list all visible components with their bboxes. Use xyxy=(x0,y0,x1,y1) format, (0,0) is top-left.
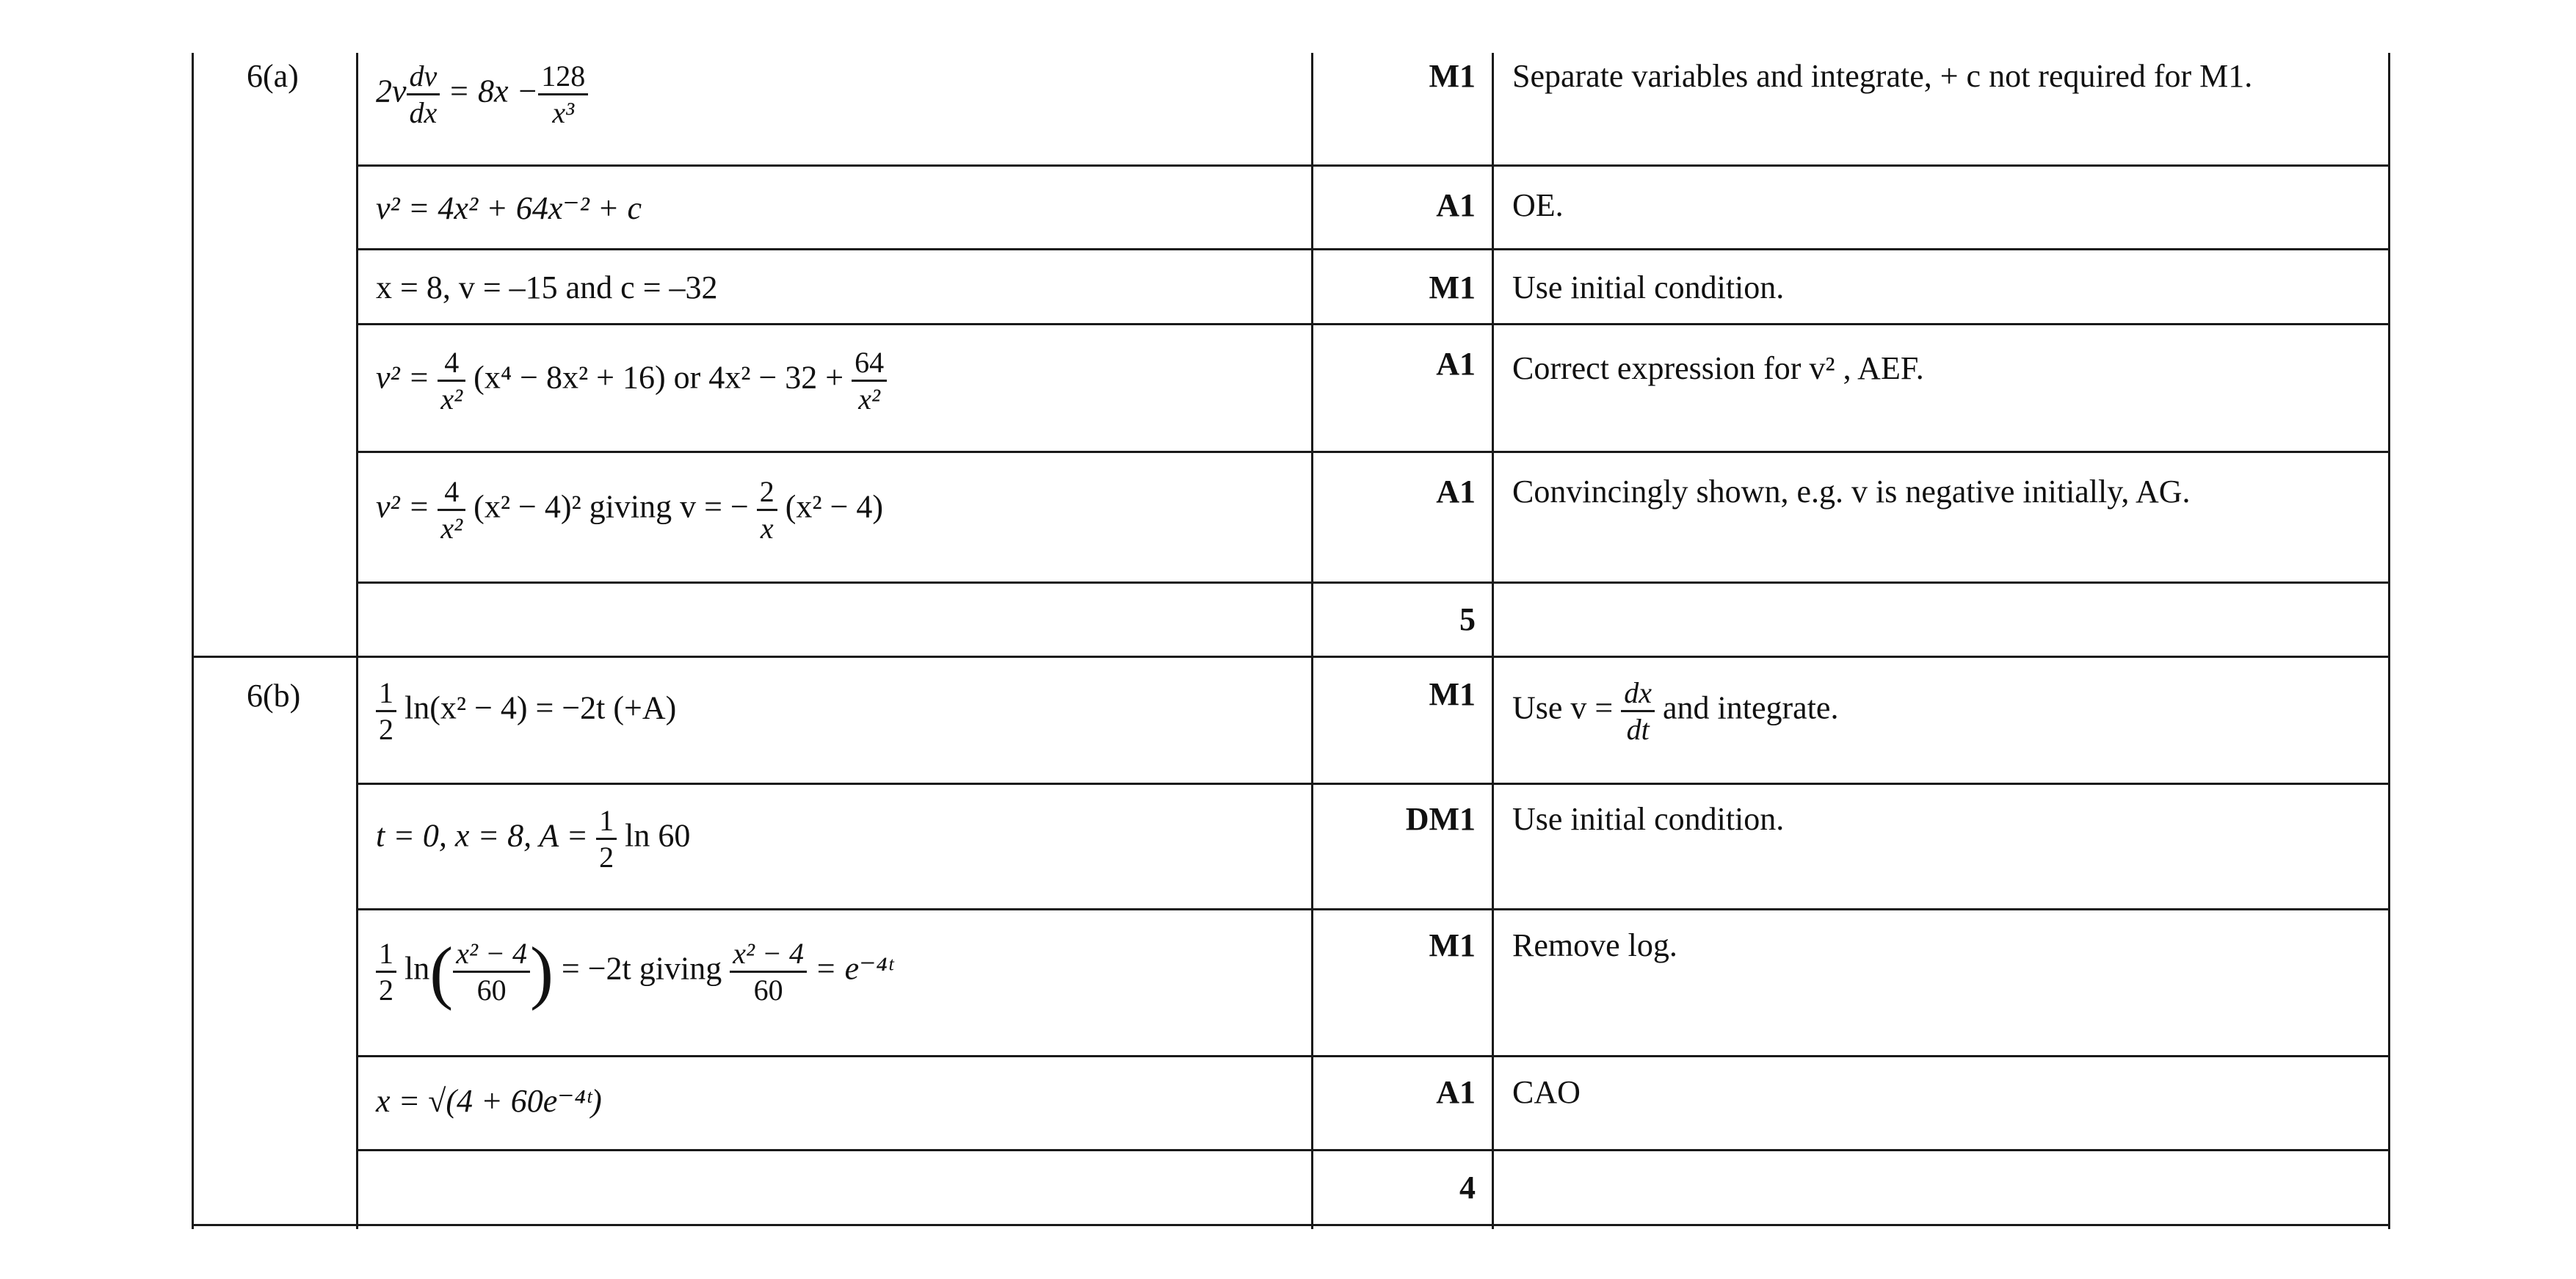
guidance-6a-row5: Convincingly shown, e.g. v is negative initially, AG. xyxy=(1512,474,2191,510)
table-border-left xyxy=(192,53,194,1229)
table-border-bottom xyxy=(192,1224,2390,1226)
guidance-6b-row1: Use v = $\frac{dx}{dt}$ and integrate. xyxy=(1512,676,1839,746)
row-divider xyxy=(356,783,2390,785)
column-divider-answer xyxy=(356,53,358,1229)
mark-6a-row4: A1 xyxy=(1436,346,1476,382)
answer-6b-row2: t = 0, x = 8, A = $\frac{1}{2}$ ln 60 xyxy=(376,804,691,874)
answer-6a-row5: v² = $\frac{4}{\text{x²}}$ (x² − 4)² giving v = − $\frac{2}{x}$ (x² − 4) xyxy=(376,475,884,545)
column-divider-marks xyxy=(1311,53,1313,1229)
mark-6a-row2: A1 xyxy=(1436,187,1476,223)
mark-6b-row2: DM1 xyxy=(1405,801,1476,837)
row-divider xyxy=(356,248,2390,250)
mark-6a-row3: M1 xyxy=(1429,269,1476,305)
guidance-6a-row1: Separate variables and integrate, + c not required for M1. xyxy=(1512,58,2253,94)
total-6b: 4 xyxy=(1459,1170,1476,1206)
answer-6b-row3: $\frac{1}{2}$ ln( $\frac{\text{x² − 4}}{60}$ ) = −2t giving $\frac{\text{x² − 4}}{60}$ = e⁻⁴ᵗ xyxy=(376,931,893,1012)
row-divider xyxy=(356,451,2390,453)
guidance-6a-row3: Use initial condition. xyxy=(1512,269,1785,305)
mark-6a-row5: A1 xyxy=(1436,474,1476,510)
guidance-6a-row4: Correct expression for v² , AEF. xyxy=(1512,350,1924,386)
answer-6a-row2: v² = 4x² + 64x⁻² + c xyxy=(376,190,642,226)
total-6a: 5 xyxy=(1459,601,1476,637)
guidance-6b-row2: Use initial condition. xyxy=(1512,801,1785,837)
question-divider xyxy=(192,656,2390,658)
answer-6b-row1: $\frac{1}{2}$ ln(x² − 4) = −2t (+A) xyxy=(376,675,676,747)
answer-6a-row4: v² = $\frac{4}{\text{x²}}$ (x⁴ − 8x² + 16) or 4x² − 32 + $\frac{64}{\text{x²}}$ xyxy=(376,345,887,416)
table-border-right xyxy=(2388,53,2390,1229)
answer-6a-row3: x = 8, v = –15 and c = –32 xyxy=(376,269,718,305)
row-divider xyxy=(356,323,2390,325)
row-divider xyxy=(356,908,2390,910)
row-divider xyxy=(356,581,2390,584)
mark-6b-row4: A1 xyxy=(1436,1074,1476,1110)
mark-6b-row1: M1 xyxy=(1429,676,1476,712)
row-divider xyxy=(356,1149,2390,1151)
mark-6a-row1: M1 xyxy=(1429,58,1476,94)
column-divider-guidance xyxy=(1492,53,1494,1229)
answer-6a-row1: 2v $\frac{dv}{dx}$ = 8x − $\frac{128}{\text{x³}}$ xyxy=(376,59,588,130)
row-divider xyxy=(356,164,2390,167)
part-label-6b: 6(b) xyxy=(247,678,301,714)
mark-6b-row3: M1 xyxy=(1429,927,1476,963)
part-label-6a: 6(a) xyxy=(247,58,299,94)
answer-6b-row4: x = √(4 + 60e⁻⁴ᵗ) xyxy=(376,1083,602,1119)
row-divider xyxy=(356,1055,2390,1057)
guidance-6b-row3: Remove log. xyxy=(1512,927,1677,963)
guidance-6a-row2: OE. xyxy=(1512,187,1564,223)
guidance-6b-row4: CAO xyxy=(1512,1074,1581,1110)
